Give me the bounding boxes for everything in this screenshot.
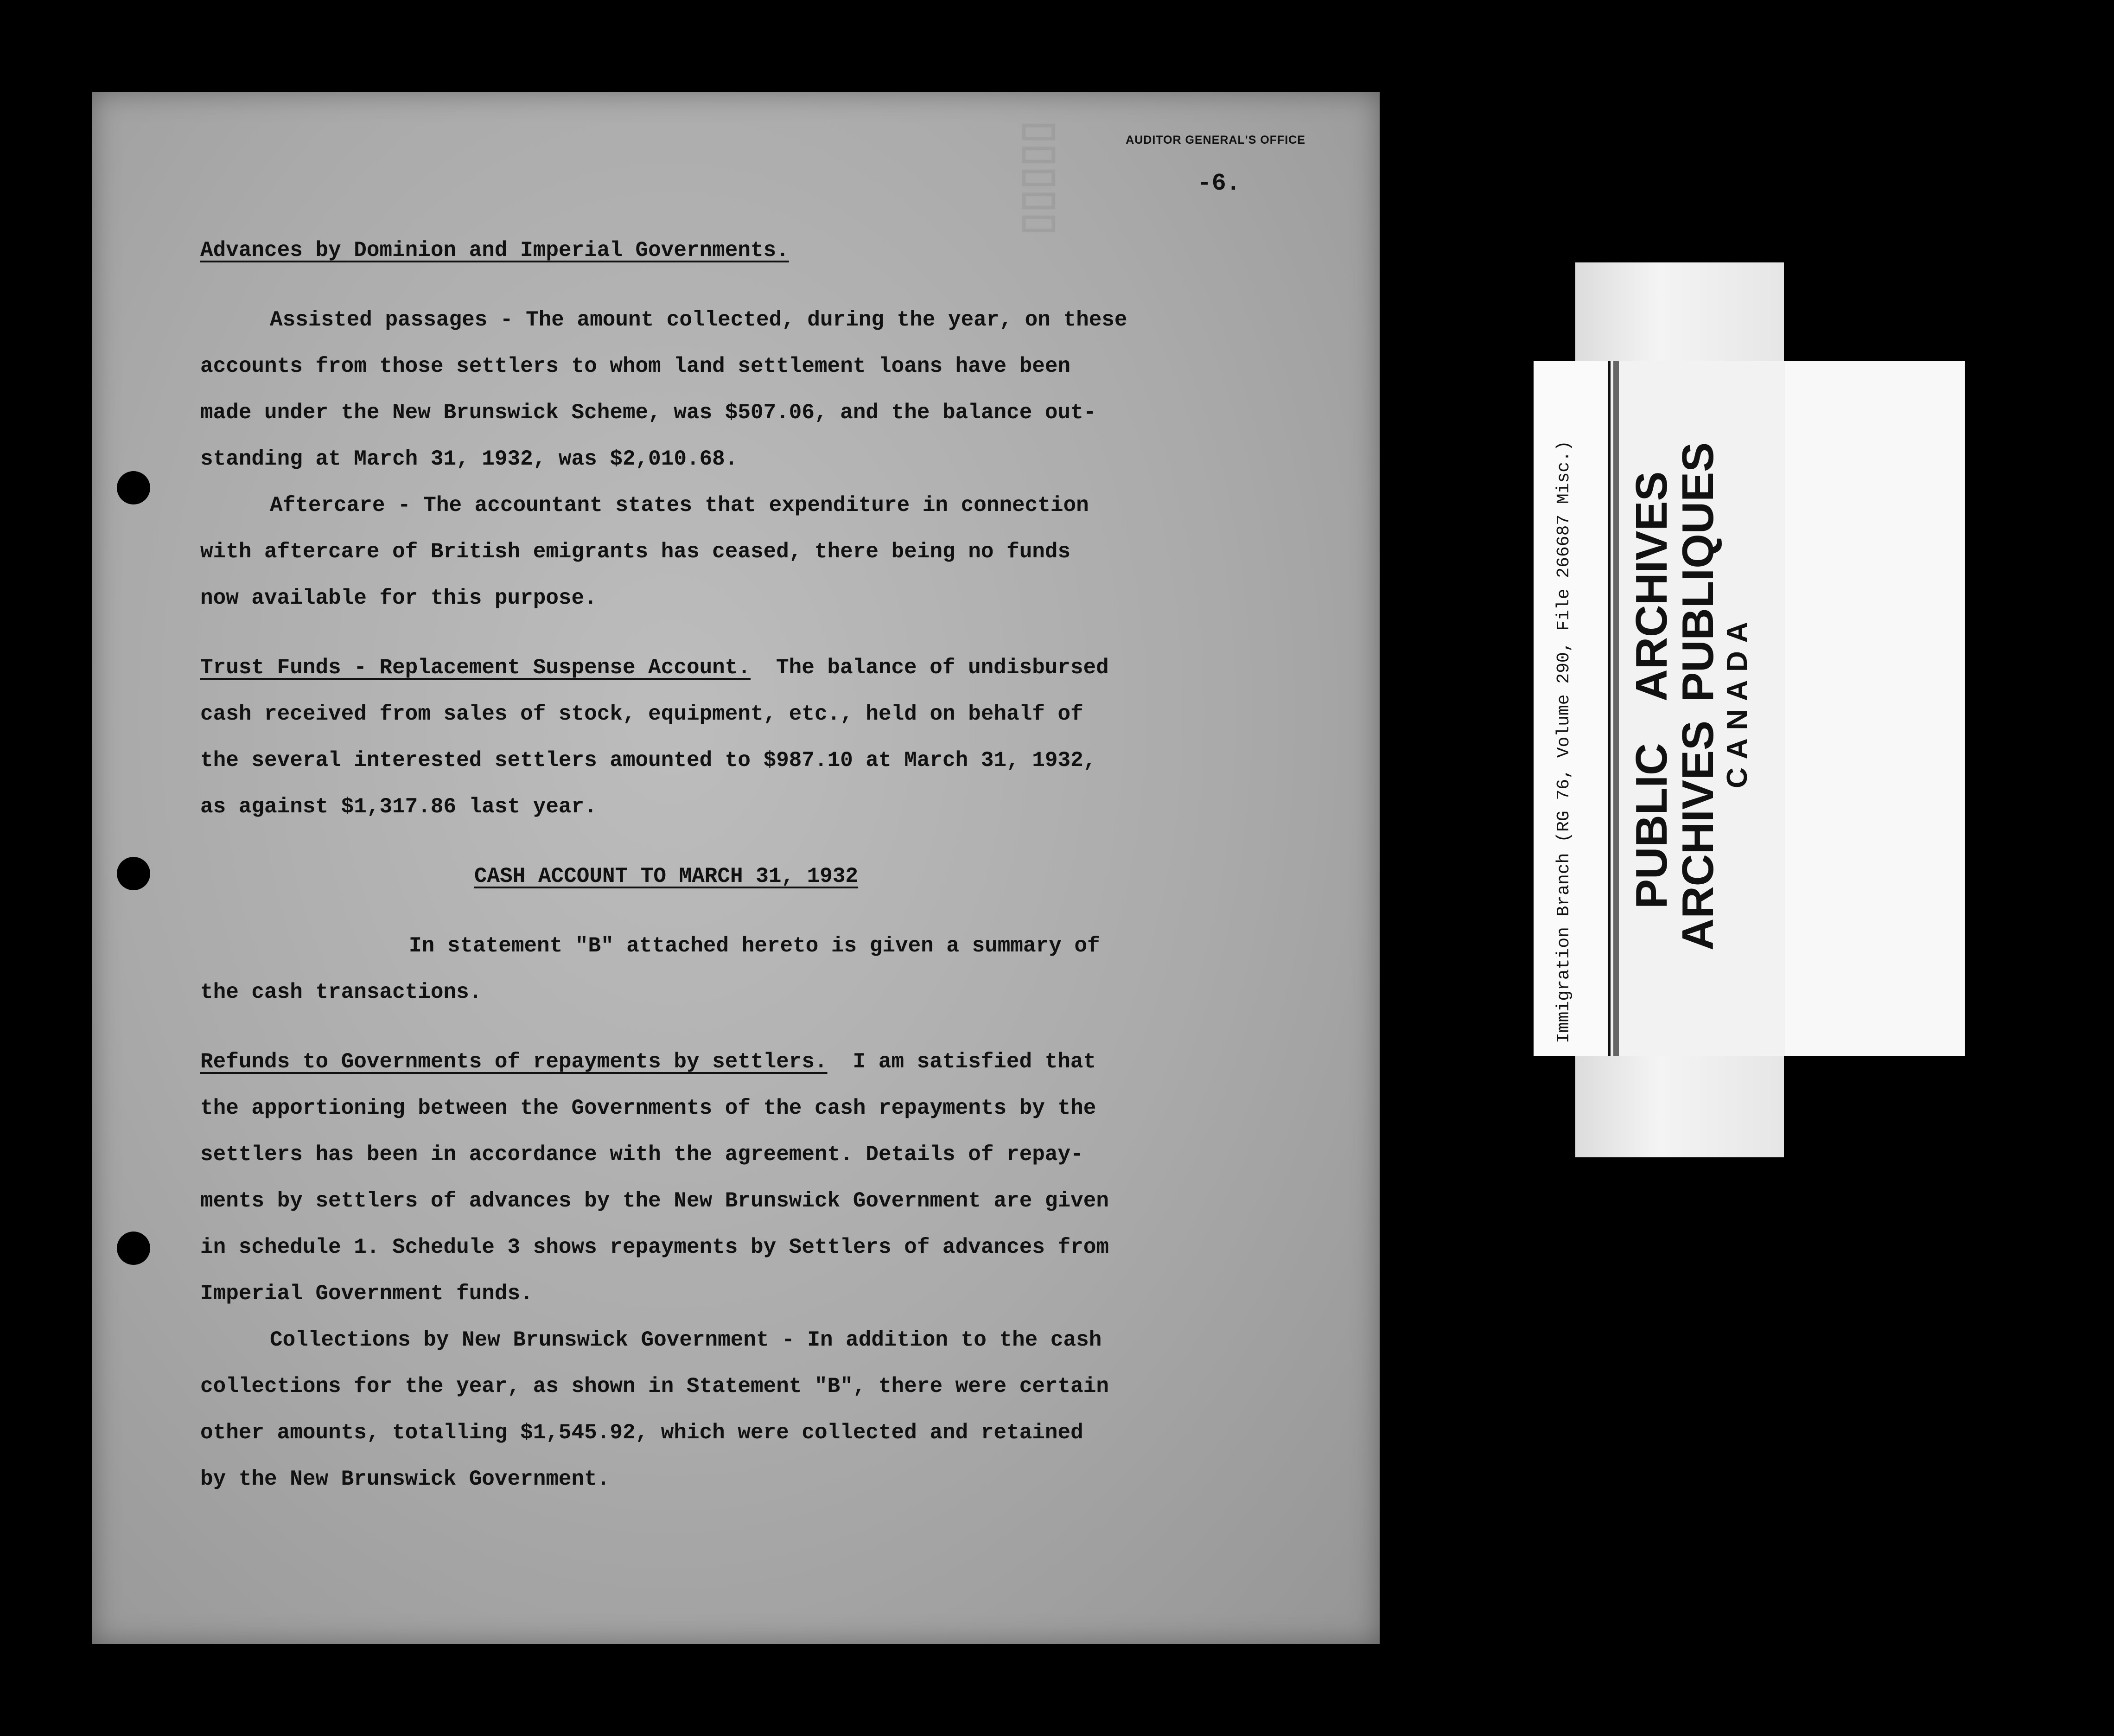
text-line: as against $1,317.86 last year. [200,795,597,819]
text-line: in schedule 1. Schedule 3 shows repayments by Settlers of advances from [200,1235,1109,1259]
text-line: Imperial Government funds. [200,1282,533,1306]
text-line: In statement "B" attached hereto is given a summary of [409,934,1100,958]
text-line: The balance of undisbursed [776,656,1109,680]
text-line: now available for this purpose. [200,586,597,610]
text-line: other amounts, totalling $1,545.92, which were collected and retained [200,1421,1083,1445]
text-line: accounts from those settlers to whom land settlement loans have been [200,354,1071,378]
text-line: the apportioning between the Governments of the cash repayments by the [200,1096,1096,1120]
text-line: Assisted passages - The amount collected, during the year, on these [270,308,1127,332]
text-line: cash received from sales of stock, equipment, etc., held on behalf of [200,702,1083,726]
text-line: Collections by New Brunswick Government - In addition to the cash [270,1328,1102,1352]
archive-tag-fold [1613,361,1619,1056]
paragraph-refunds [200,1039,1280,1317]
text-line: collections for the year, as shown in Statement "B", there were certain [200,1374,1109,1398]
paragraph-collections [200,1317,1280,1502]
text-line: with aftercare of British emigrants has ceased, there being no funds [200,540,1071,564]
text-line: ments by settlers of advances by the New Brunswick Government are given [200,1189,1109,1213]
text-line: by the New Brunswick Government. [200,1467,610,1491]
archive-label-line1: PUBLICARCHIVES [1627,471,1676,909]
archive-label-country: CANADA [1721,613,1753,788]
heading-advances: Advances by Dominion and Imperial Governments. [200,238,789,262]
text-line: standing at March 31, 1932, was $2,010.68. [200,447,738,471]
page-number: -6. [1197,170,1241,197]
text-line: Aftercare - The accountant states that expenditure in connection [270,493,1089,517]
section-advances [200,227,1280,274]
archive-caption: Immigration Branch (RG 76, Volume 290, File 266687 Misc.) [1554,440,1574,1043]
heading-trust-funds: Trust Funds - Replacement Suspense Account. [200,656,751,680]
punch-hole [117,471,150,504]
punch-hole [117,857,150,890]
text-line: the several interested settlers amounted to $987.10 at March 31, 1932, [200,748,1096,772]
paragraph-aftercare [200,482,1280,621]
archive-label-line2: ARCHIVESPUBLIQUES [1673,442,1723,951]
heading-cash-account: CASH ACCOUNT TO MARCH 31, 1932 [474,864,859,888]
office-header: AUDITOR GENERAL'S OFFICE [1126,134,1305,147]
archive-tag-flap [1785,361,1965,1056]
text-line: settlers has been in accordance with the agreement. Details of repay- [200,1142,1083,1167]
paragraph-statement-b [200,923,1280,1015]
text-line: the cash transactions. [200,980,482,1004]
paragraph-trust-funds [200,645,1280,830]
punch-hole [117,1232,150,1265]
bleed-through-mark: ▯▯▯▯▯ [1019,121,1065,236]
section-cash-account [200,853,1132,900]
text-line: I am satisfied that [853,1050,1096,1074]
heading-refunds: Refunds to Governments of repayments by settlers. [200,1050,828,1074]
text-line: made under the New Brunswick Scheme, was $507.06, and the balance out- [200,401,1096,425]
paragraph-assisted-passages [200,297,1280,482]
